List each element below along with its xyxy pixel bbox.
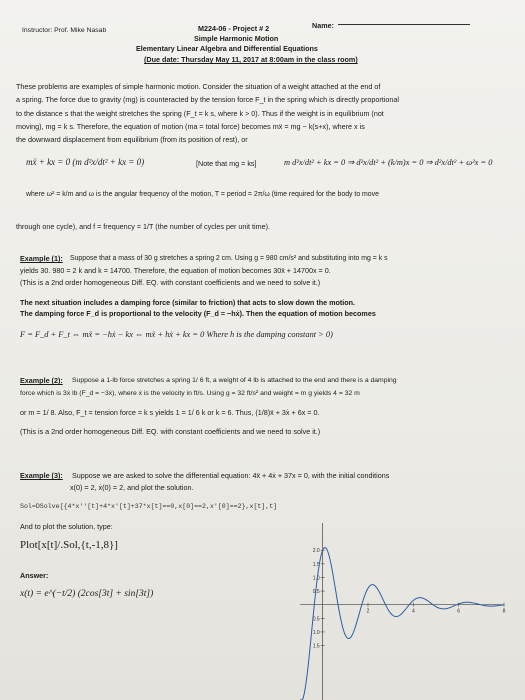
example-2-line-2: force which is 3ẋ lb (F_d = −3ẋ), where ẋ is the velocity in ft/s. Using g = 32 ft/s² and weight = m g yields 4 = 32 m [20,390,360,397]
omega-definition: where ω² = k/m and ω is the angular frequency of the motion, T = period = 2π/ω (time required for the body to move [26,191,379,198]
equation-chain: m d²x/dt² + kx = 0 ⇒ d²x/dt² + (k/m)x = 0 ⇒ d²x/dt² + ω²x = 0 [284,158,493,167]
y-tick-label: 0.5 [312,616,320,623]
name-label: Name: [312,21,334,30]
example-3-line-2: x(0) = 2, ẋ(0) = 2, and plot the solution. [70,483,194,492]
intro-line-4: moving), mg = k s. Therefore, the equation of motion (ma = total force) becomes mẍ = mg − k(s+x), where x is [16,122,365,131]
due-date: (Due date: Thursday May 11, 2017 at 8:00am in the class room) [144,55,358,64]
damping-equation: F = F_d + F_t ⇔ mẍ = −hẋ − kx ⇔ mẍ + hẋ + kx = 0 Where h is the damping constant > 0) [20,330,333,339]
solution-plot [300,523,504,700]
answer-label: Answer: [20,571,49,580]
instructor-name: Instructor: Prof. Mike Nasab [22,27,107,34]
intro-line-2: a spring. The force due to gravity (mg) is counteracted by the tension force F_t in the spring which is directly proportional [16,95,399,104]
example-2-line-3: or m = 1/ 8. Also, F_t = tension force = k s yields 1 = 1/ 6 k or k = 6. Thus, (1/8)ẍ + 3ẋ + 6x = 0. [20,408,320,417]
intro-line-5: the downward displacement from equilibrium (from its position of rest), or [16,135,248,144]
example-2-label: Example (2): [20,376,63,385]
example-2-line-4: (This is a 2nd order homogeneous Diff. EQ. with constant coefficients and we need to solve it.) [20,427,321,436]
y-tick-label: 1.5 [312,643,320,650]
name-blank-line [338,24,470,25]
example-1-line-1: Suppose that a mass of 30 g stretches a spring 2 cm. Using g = 980 cm/s² and substituting into mg = k s [70,255,388,262]
example-1-line-2: yields 30. 980 = 2 k and k = 14700. Therefore, the equation of motion becomes 30ẍ + 14700x = 0. [20,266,331,275]
plot-command: Plot[x[t]/.Sol,{t,-1,8}] [20,539,118,551]
intro-line-1: These problems are examples of simple harmonic motion. Consider the situation of a weight attached at the end of [16,82,381,91]
equation-note: [Note that mg = ks] [196,159,257,168]
x-tick-label: 4 [411,608,415,615]
example-3-label: Example (3): [20,471,63,480]
answer-solution: x(t) = e^(−t/2) (2cos[3t] + sin[3t]) [20,589,154,599]
equation-of-motion: mẍ + kx = 0 (m d²x/dt² + kx = 0) [26,157,145,167]
y-tick-label: 0.5 [312,589,320,596]
y-tick-label: 1.0 [312,575,320,582]
plot-prompt: And to plot the solution, type: [20,522,113,531]
document-subtitle: Simple Harmonic Motion [194,34,279,43]
dsolve-code: Sol=DSolve[{4*x''[t]+4*x'[t]+37*x[t]==0,x[0]==2,x'[0]==2},x[t],t] [20,503,278,510]
y-tick-label: 2.0 [312,548,320,555]
y-tick-label: 1.5 [312,561,320,568]
course-title: Elementary Linear Algebra and Differential Equations [136,44,318,53]
x-tick-label: 6 [457,608,461,615]
damping-line-2: The damping force F_d is proportional to the velocity (F_d = −hẋ). Then the equation of motion becomes [20,309,376,318]
example-1-label: Example (1): [20,254,63,263]
frequency-definition: through one cycle), and f = frequency = 1/T (the number of cycles per unit time). [16,222,270,231]
x-tick-label: 8 [502,608,506,615]
intro-line-3: to the distance s that the weight stretches the spring (F_t = k s, where k > 0). Thus if the weight is in equilibrium (not [16,109,384,118]
example-3-line-1: Suppose we are asked to solve the differential equation: 4ẍ + 4ẋ + 37x = 0, with the initial conditions [72,471,390,480]
x-tick-label: 2 [366,608,370,615]
y-tick-label: 1.0 [312,629,320,636]
example-1-line-3: (This is a 2nd order homogeneous Diff. EQ. with constant coefficients and we need to solve it.) [20,278,321,287]
project-id: M224-06 - Project # 2 [198,24,270,33]
solution-curve [300,548,504,700]
example-2-line-1: Suppose a 1-lb force stretches a spring 1/ 6 ft, a weight of 4 lb is attached to the end and there is a damping [72,377,397,384]
damping-line-1: The next situation includes a damping force (similar to friction) that acts to slow down the motion. [20,298,356,307]
